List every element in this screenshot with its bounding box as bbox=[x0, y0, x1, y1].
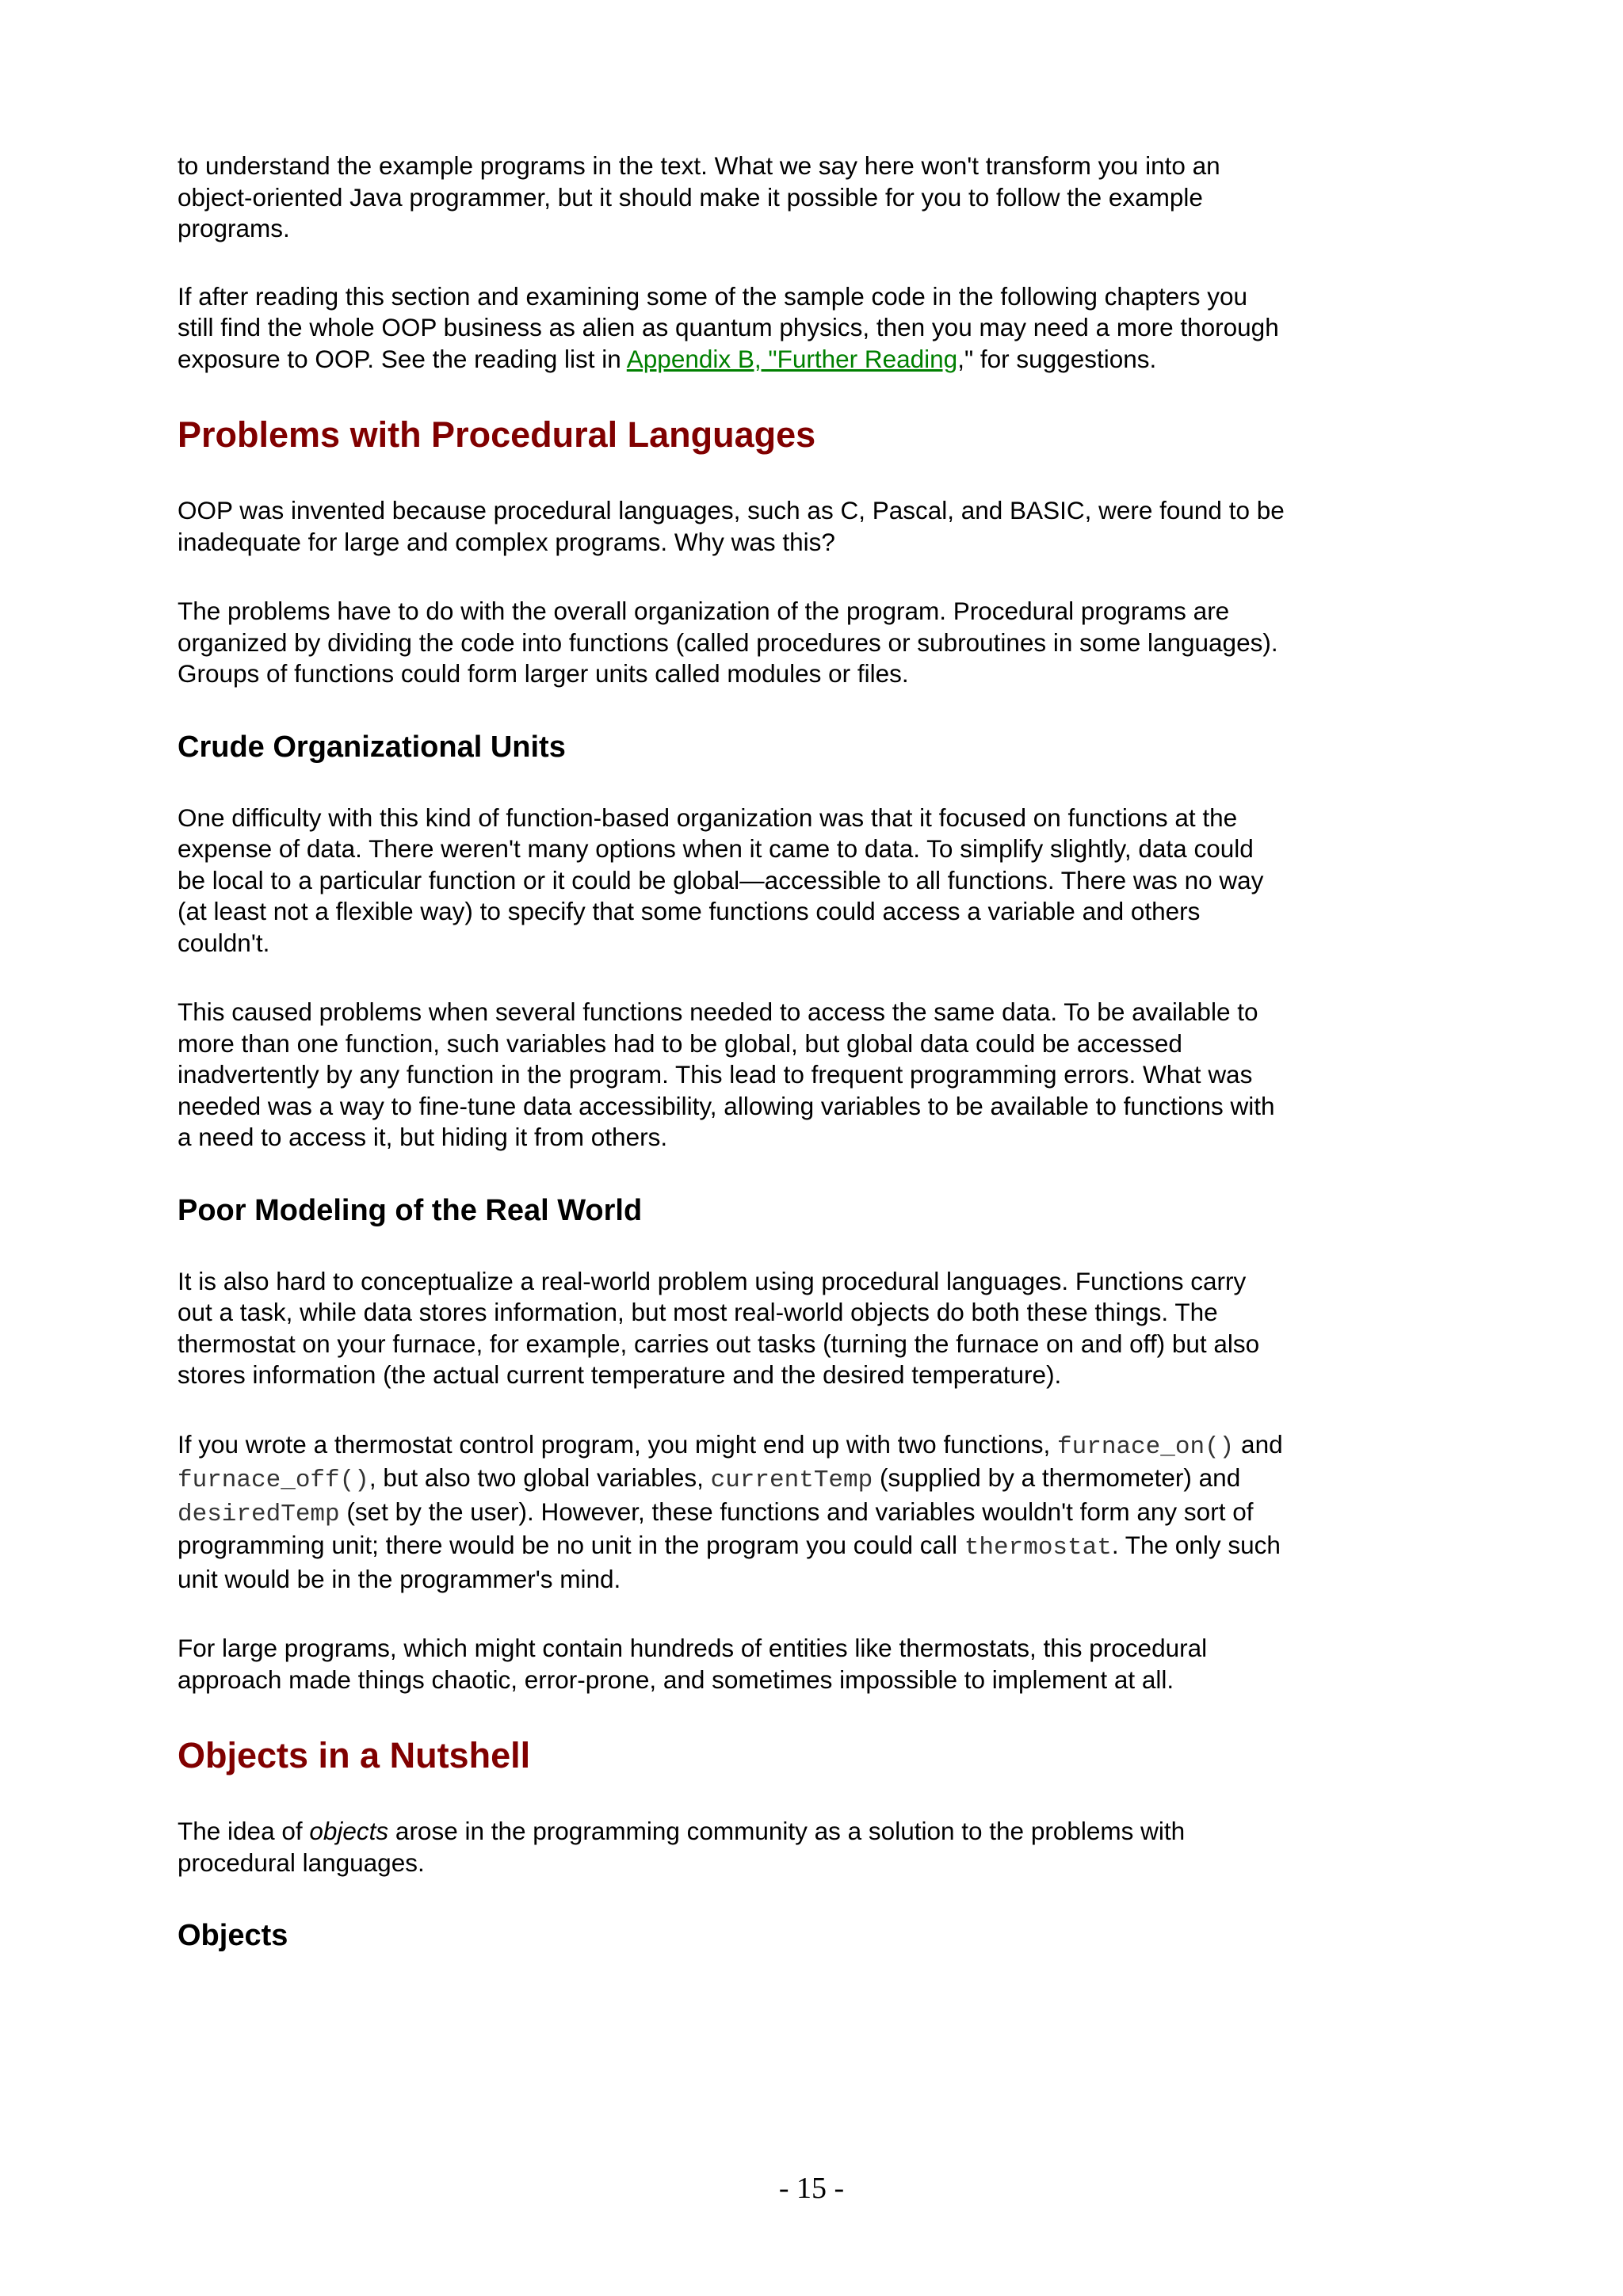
intro-paragraph-2 bbox=[178, 281, 1287, 376]
paragraph-idea-of-objects bbox=[178, 1816, 1287, 1878]
code-desired-temp: desiredTemp bbox=[178, 1500, 340, 1528]
paragraph-thermostat bbox=[178, 1429, 1287, 1596]
text: (supplied by a thermometer) and bbox=[873, 1463, 1241, 1492]
appendix-b-link[interactable]: Appendix B, "Further Reading bbox=[626, 344, 958, 373]
intro-paragraph-1: to understand the example programs in the text. What we say here won't transform you into an object-oriented Java programmer, but it should make it possible for you to follow the example programs. bbox=[178, 151, 1220, 242]
text: The idea of bbox=[178, 1817, 310, 1845]
emphasis-objects: objects bbox=[309, 1817, 389, 1845]
text: (set by the user). However, these functions and variables wouldn't form any sort of programming unit; there would be no unit in the program you could call bbox=[178, 1497, 1254, 1559]
paragraph-organization: The problems have to do with the overall organization of the program. Procedural programs are organized by dividing the code into functions (called procedures or subroutines in some languages). Groups of functions could form larger units called modules or files. bbox=[178, 597, 1278, 688]
intro-text: If after reading this section and examining some of the sample code in the following chapters you still find the whole OOP business as alien as quantum physics, then you may need a more thorough exposure to OOP. See the reading list in bbox=[178, 281, 1279, 373]
subheading-poor-modeling: Poor Modeling of the Real World bbox=[178, 1193, 643, 1227]
paragraph-real-world: It is also hard to conceptualize a real-world problem using procedural languages. Functions carry out a task, while data stores information, but most real-world objects do both these things. The thermostat on your furnace, for example, carries out tasks (turning the furnace on and off) but also stores information (the actual current temperature and the desired temperature). bbox=[178, 1266, 1260, 1389]
subheading-objects: Objects bbox=[178, 1919, 288, 1952]
page-content bbox=[178, 151, 1287, 1991]
text: and bbox=[1234, 1429, 1283, 1459]
code-thermostat: thermostat bbox=[964, 1534, 1112, 1562]
text: arose in the programming community as a solution to the problems with procedural languages. bbox=[178, 1817, 1186, 1877]
subheading-crude-units: Crude Organizational Units bbox=[178, 730, 566, 764]
intro-text-end: ," for suggestions. bbox=[957, 344, 1157, 373]
section-heading-procedural-languages: Problems with Procedural Languages bbox=[178, 414, 816, 455]
code-current-temp: currentTemp bbox=[710, 1466, 873, 1494]
code-furnace-on: furnace_on() bbox=[1057, 1432, 1235, 1461]
text: . The only such unit would be in the programmer's mind. bbox=[178, 1531, 1281, 1593]
section-heading-objects-nutshell: Objects in a Nutshell bbox=[178, 1735, 531, 1775]
page-number: - 15 - bbox=[778, 2172, 845, 2205]
paragraph-shared-data: This caused problems when several functions needed to access the same data. To be available to more than one function, such variables had to be global, but global data could be accessed inadvertently by any function in the program. This lead to frequent programming errors. What was needed was a way to fine-tune data accessibility, allowing variables to be available to functions with a need to access it, but hiding it from others. bbox=[178, 997, 1275, 1151]
text: , but also two global variables, bbox=[369, 1463, 711, 1492]
text: If you wrote a thermostat control program, you might end up with two functions, bbox=[178, 1429, 1058, 1459]
code-furnace-off: furnace_off() bbox=[178, 1466, 369, 1494]
paragraph-oop-invented: OOP was invented because procedural languages, such as C, Pascal, and BASIC, were found to be inadequate for large and complex programs. Why was this? bbox=[178, 496, 1285, 556]
paragraph-large-programs: For large programs, which might contain hundreds of entities like thermostats, this procedural approach made things chaotic, error-prone, and sometimes impossible to implement at all. bbox=[178, 1634, 1208, 1694]
paragraph-function-based: One difficulty with this kind of function-based organization was that it focused on functions at the expense of data. There weren't many options when it came to data. To simplify slightly, data could be local to a particular function or it could be global—accessible to all functions. There was no way (at least not a flexible way) to specify that some functions could access a variable and others couldn't. bbox=[178, 803, 1264, 957]
